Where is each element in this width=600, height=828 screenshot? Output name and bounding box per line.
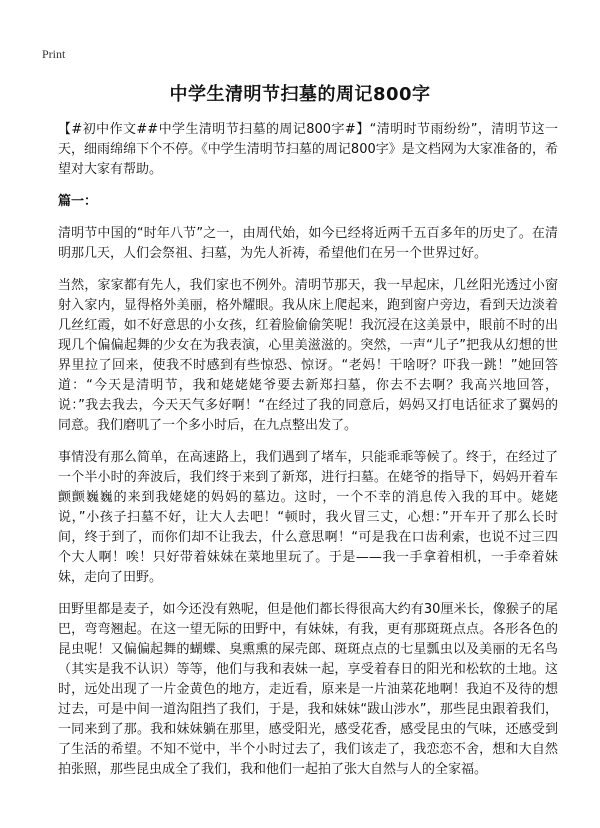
paragraph-4: 田野里都是麦子，如今还没有熟呢，但是他们都长得很高大约有30厘米长，像猴子的尾巴，弯弯翘起。在这一望无际的田野中，有妹妹，有我，更有那斑斑点点。各形各色的昆虫呢！又偏偏起舞的蝴蝶、臭熏熏的屎壳郎、斑斑点点的七星瓢虫以及美丽的无名鸟（其实是我不认识）等等，他们与我和表妹一起，享受着春日的阳光和松软的土地。这时，远处出现了一片金黄色的地方，走近看，原来是一片油菜花地啊！我迫不及待的想过去，可是中间一道沟阻挡了我们，于是，我和妹妹“跋山涉水”，那些昆虫跟着我们，一同来到了那。我和妹妹躺在那里，感受阳光，感受花香，感受昆虫的气味，还感受到了生活的希望。不知不觉中，半个小时过去了，我们该走了，我恋恋不舍，想和大自然拍张照，那些昆虫成全了我们，我和他们一起拍了张大自然与人的全家福。 bbox=[58, 602, 558, 777]
page-title: 中学生清明节扫墓的周记800字 bbox=[169, 84, 431, 105]
intro-paragraph: 【#初中作文##中学生清明节扫墓的周记800字#】“清明时节雨纷纷”，清明节这一天，细雨绵绵下个不停。《中学生清明节扫墓的周记800字》是文档网为大家准备的，希望对大家有帮助。 bbox=[58, 122, 558, 177]
print-label: Print bbox=[42, 47, 66, 61]
paragraph-1: 清明节中国的“时年八节”之一，由周代始，如今已经将近两千五百多年的历史了。在清明那几天，人们会祭祖、扫墓，为先人祈祷，希望他们在另一个世界过好。 bbox=[58, 226, 558, 261]
paragraph-2: 当然，家家都有先人，我们家也不例外。清明节那天，我一早起床，几丝阳光透过小窗射入家内，显得格外美丽，格外耀眼。我从床上爬起来，跑到窗户旁边，看到天边淡着几丝红霞，如不好意思的小女孩，红着脸偷偷笑呢！我沉浸在这美景中，眼前不时的出现几个偏偏起舞的少女在为我表演，心里美滋滋的。突然，一声“儿子”把我从幻想的世界里拉了回来，使我不时感到有些惊恐、惊讶。“老妈！干啥呀？吓我一跳！”她回答道：“今天是清明节，我和姥姥姥爷要去新郑扫墓，你去不去啊？我高兴地回答，说：”我去我去，今天天气多好啊！“在经过了我的同意后，妈妈又打电话征求了翼妈的同意。我们磨叽了一个多小时后，在九点整出发了。 bbox=[58, 278, 558, 433]
section-heading: 篇一： bbox=[58, 194, 98, 209]
paragraph-3: 事情没有那么简单，在高速路上，我们遇到了堵车，只能乖乖等候了。终于，在经过了一个半小时的奔波后，我们终于来到了新郑，进行扫墓。在姥爷的指导下，妈妈开着车颤颤巍巍的来到我姥姥的妈妈的墓边。这时，一个不幸的消息传入我的耳中。姥姥说，”小孩子扫墓不好，让大人去吧！“顿时，我火冒三丈，心想：”开车开了那么长时间，终于到了，而你们却不让我去，什么意思啊！“可是我在口齿利索，也说不过三四个大人啊！唉！只好带着妹妹在菜地里玩了。于是——我一手拿着相机，一手牵着妹妹，走向了田野。 bbox=[58, 450, 558, 585]
article-body bbox=[58, 120, 558, 792]
